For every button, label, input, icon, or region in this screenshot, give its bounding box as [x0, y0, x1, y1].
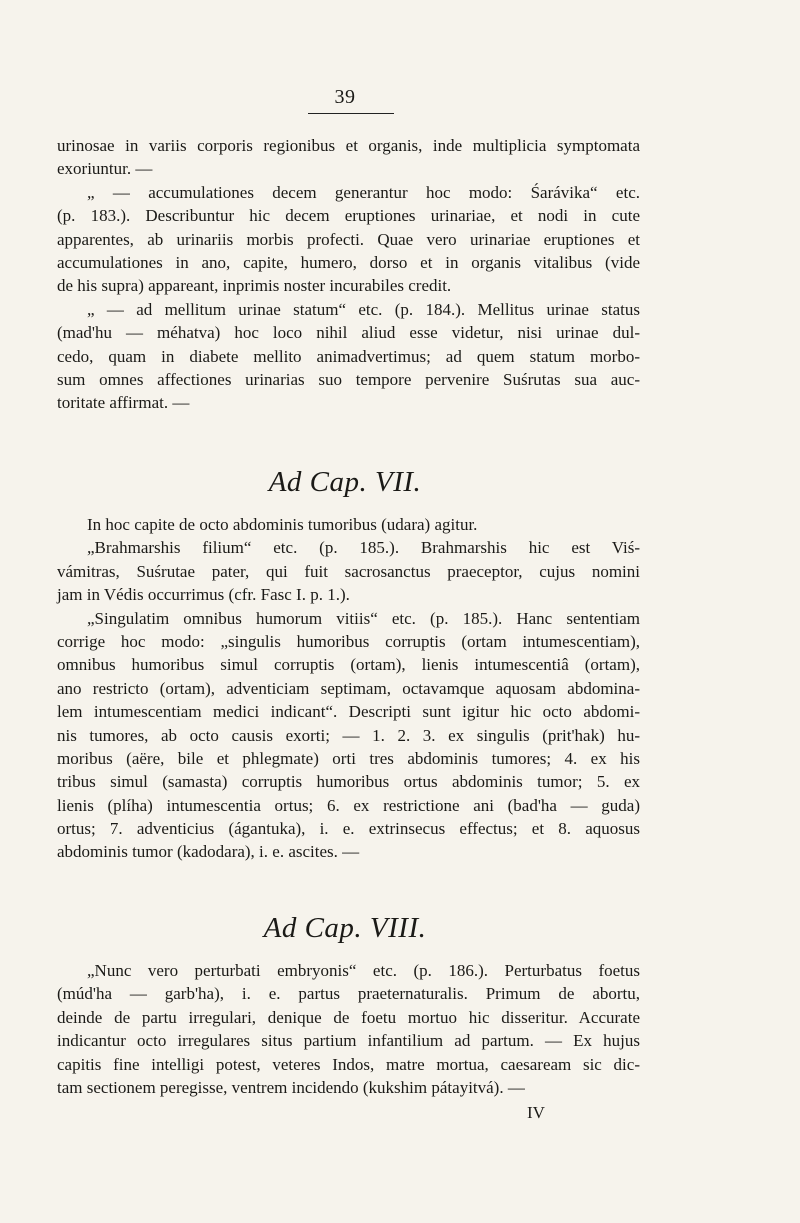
chapter-heading-vii: Ad Cap. VII.	[268, 466, 422, 498]
text-line: „Brahmarshis filium“ etc. (p. 185.). Brahmarshis hic est Viś-	[87, 538, 640, 558]
text-line: toritate affirmat. —	[57, 393, 190, 413]
paragraph-block-1	[57, 134, 640, 415]
text-line: moribus (aëre, bile et phlegmate) orti tres abdominis tumores; 4. ex his	[57, 748, 640, 768]
text-line: deinde de partu irregulari, denique de foetu mortuo hic disseritur. Accurate	[57, 1007, 640, 1027]
text-line: exoriuntur. —	[57, 159, 153, 179]
text-line: sum omnes affectiones urinarias suo tempore pervenire Suśrutas sua auc-	[57, 369, 640, 389]
text-line: omnibus humoribus simul corruptis (ortam), lienis intumescentiâ (ortam),	[57, 655, 640, 675]
text-line: apparentes, ab urinariis morbis profecti. Quae vero urinariae eruptiones et	[57, 229, 640, 249]
text-line: abdominis tumor (kadodara), i. e. ascites. —	[57, 842, 360, 862]
text-line: jam in Védis occurrimus (cfr. Fasc I. p. 1.).	[57, 585, 350, 605]
text-line: cedo, quam in diabete mellito animadvertimus; ad quem statum morbo-	[57, 346, 640, 366]
text-line: (múd'ha — garb'ha), i. e. partus praeternaturalis. Primum de abortu,	[57, 984, 640, 1004]
text-line: accumulationes in ano, capite, humero, dorso et in organis vitalibus (vide	[57, 252, 640, 272]
text-line: In hoc capite de octo abdominis tumoribus (udara) agitur.	[87, 515, 478, 534]
text-line: corrige hoc modo: „singulis humoribus corruptis (ortam intumescentiam),	[57, 631, 640, 651]
chapter-heading-viii: Ad Cap. VIII.	[263, 912, 427, 944]
text-line: capitis fine intelligi potest, veteres Indos, matre mortua, caesaream sic dic-	[57, 1054, 640, 1074]
text-line: „ — ad mellitum urinae statum“ etc. (p. 184.). Mellitus urinae status	[87, 299, 640, 319]
text-line: urinosae in variis corporis regionibus et organis, inde multiplicia symptomata	[57, 136, 640, 155]
text-line: tam sectionem peregisse, ventrem incidendo (kukshim pátayitvá). —	[57, 1077, 525, 1097]
text-line: indicantur octo irregulares situs partium infantilium ad partum. — Ex hujus	[57, 1031, 640, 1051]
text-line: (mad'hu — méhatva) hoc loco nihil aliud esse videtur, nisi urinae dul-	[57, 323, 640, 343]
text-line: de his supra) appareant, inprimis noster incurabiles credit.	[57, 276, 452, 296]
text-line: „Nunc vero perturbati embryonis“ etc. (p. 186.). Perturbatus foetus	[87, 961, 640, 980]
text-line: lienis (plíha) intumescentia ortus; 6. ex restrictione ani (bad'ha — guda)	[57, 795, 640, 815]
page-number: 39	[334, 86, 356, 108]
text-line: „Singulatim omnibus humorum vitiis“ etc. (p. 185.). Hanc sententiam	[87, 608, 640, 628]
page-number-rule	[308, 113, 394, 114]
text-line: (p. 183.). Describuntur hic decem eruptiones urinariae, et nodi in cute	[57, 206, 640, 226]
text-line: ortus; 7. adventicius (ágantuka), i. e. extrinsecus effectus; et 8. aquosus	[57, 819, 640, 839]
text-line: vámitras, Suśrutae pater, qui fuit sacrosanctus praeceptor, cujus nomini	[57, 561, 640, 581]
text-line: nis tumores, ab octo causis exorti; — 1. 2. 3. ex singulis (prit'hak) hu-	[57, 725, 640, 745]
text-line: tribus simul (samasta) corruptis humoribus ortus abdominis tumor; 5. ex	[57, 772, 640, 792]
signature-mark: IV	[527, 1103, 545, 1122]
text-line: „ — accumulationes decem generantur hoc modo: Śarávika“ etc.	[87, 182, 640, 202]
text-line: lem intumescentiam medici indicant“. Descripti sunt igitur hic octo abdomi-	[57, 702, 640, 722]
paragraph-block-3	[57, 959, 640, 1099]
paragraph-block-2	[57, 513, 640, 864]
text-line: ano restricto (ortam), adventiciam septimam, octavamque aquosam abdomina-	[57, 678, 640, 698]
